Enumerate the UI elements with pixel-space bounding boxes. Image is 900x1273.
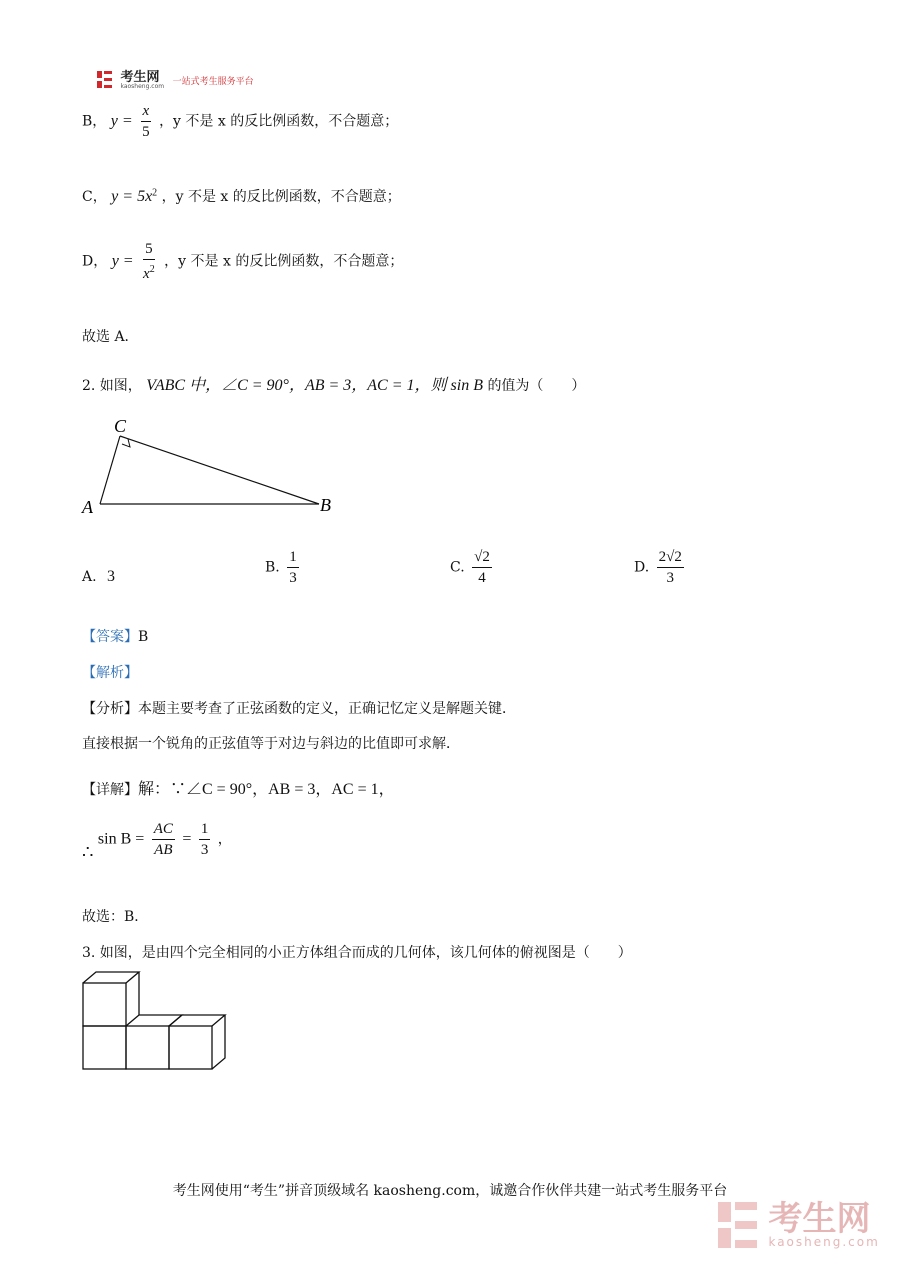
option-label: B. [265,559,280,576]
detail-text: 解：∵∠C = 90°，AB = 3，AC = 1， [138,781,395,798]
cube-front-3 [169,1026,212,1069]
q1-option-b [82,102,398,141]
q2-option-b[interactable] [265,548,302,587]
q2-option-c[interactable] [450,548,495,587]
fraction [199,820,211,859]
answer-value: B [138,629,149,645]
row-top-2 [169,1015,225,1026]
stem-suffix: 的值为（ ） [487,378,586,394]
stem-prefix: 2. 如图， [82,378,142,394]
equation-lhs: y = [110,112,133,130]
equals-sign: = [182,830,192,848]
cube-front-1 [83,1026,126,1069]
logo-domain: kaosheng.com [120,82,165,90]
watermark-logo-icon [716,1200,760,1250]
q2-option-a[interactable] [82,568,115,586]
cube-front-top [83,983,126,1026]
tail-comma: ， [217,831,232,848]
q2-fenxi [82,698,516,718]
denominator: 3 [666,570,674,586]
q2-answer [82,626,148,646]
option-text: ，y 不是 x 的反比例函数，不合题意； [159,113,399,130]
q2-analysis-tag: 【解析】 [82,665,138,681]
denominator: x [143,266,150,282]
option-label: D， [82,253,108,270]
option-value: 3 [107,568,116,585]
denominator: 3 [289,570,297,586]
fraction [657,548,684,587]
cubes-figure [80,970,235,1075]
sin-lhs: sin B = [97,830,145,848]
q2-method: 直接根据一个锐角的正弦值等于对边与斜边的比值即可求解． [82,736,460,752]
option-text: ，y 不是 x 的反比例函数，不合题意； [161,189,401,205]
denominator-superscript: 2 [149,264,155,275]
q3-stem: 3. 如图，是由四个完全相同的小正方体组合而成的几何体，该几何体的俯视图是（ ） [82,945,632,961]
fraction [140,102,152,141]
q1-conclusion: 故选 A． [82,329,139,345]
stem-math: VABC 中，∠C = 90°，AB = 3，AC = 1，则 sin B [146,377,483,394]
side-bc [120,436,319,504]
footer-text: 考生网使用“考生”拼音顶级域名 kaosheng.com，诚邀合作伙伴共建一站式考生服务平台 [172,1183,728,1199]
logo-slogan: 一站式考生服务平台 [172,76,254,87]
option-text: ，y 不是 x 的反比例函数，不合题意； [164,253,404,270]
denominator: 3 [200,842,209,858]
denominator: AB [154,842,173,858]
option-label: A. [82,569,97,585]
numerator: √2 [472,548,492,568]
option-label: C， [82,189,107,205]
sin-equation [82,820,232,862]
q1-option-c [82,186,401,206]
q2-option-d[interactable] [634,548,687,587]
option-label: B， [82,113,107,130]
numerator: 2√2 [657,548,684,568]
numerator: 1 [287,548,299,568]
q1-option-d [82,240,403,283]
superscript: 2 [152,187,158,199]
detail-tag: 【详解】 [82,782,138,798]
cube-front-2 [126,1026,169,1069]
label-a: A [82,497,93,517]
watermark-name: 考生网 [768,1199,871,1239]
watermark-domain: kaosheng.com [768,1235,880,1249]
kaosheng-logo-icon [96,70,114,90]
q2-conclusion: 故选：B． [82,909,149,925]
option-label: C. [450,559,465,576]
equation: y = 5x [111,188,153,205]
equation-lhs: y = [111,252,134,270]
right-angle-mark [122,439,130,447]
fraction [472,548,492,587]
side-ac [100,436,120,504]
fenxi-text: 本题主要考查了正弦函数的定义，正确记忆定义是解题关键． [138,701,516,717]
numerator: 5 [143,240,155,260]
denominator: 5 [142,124,150,140]
label-c: C [114,416,127,436]
denominator: 4 [478,570,486,586]
fraction [152,820,175,859]
watermark-logo [716,1200,880,1250]
numerator: x [141,102,152,122]
numerator: AC [152,820,175,840]
row-top-1 [126,1015,182,1026]
logo-name: 考生网 [120,69,160,85]
therefore-symbol: ∴ [82,841,94,862]
label-b: B [320,495,331,515]
triangle-figure [76,412,346,522]
q2-stem [82,372,585,395]
fraction [141,240,157,283]
numerator: 1 [199,820,211,840]
row-right-side [212,1015,225,1069]
q2-detail [82,776,395,799]
fraction [287,548,299,587]
answer-tag: 【答案】 [82,629,138,645]
top-cube-roof [83,972,139,983]
header-logo [96,70,254,90]
option-label: D. [634,559,650,576]
fenxi-tag: 【分析】 [82,701,138,717]
